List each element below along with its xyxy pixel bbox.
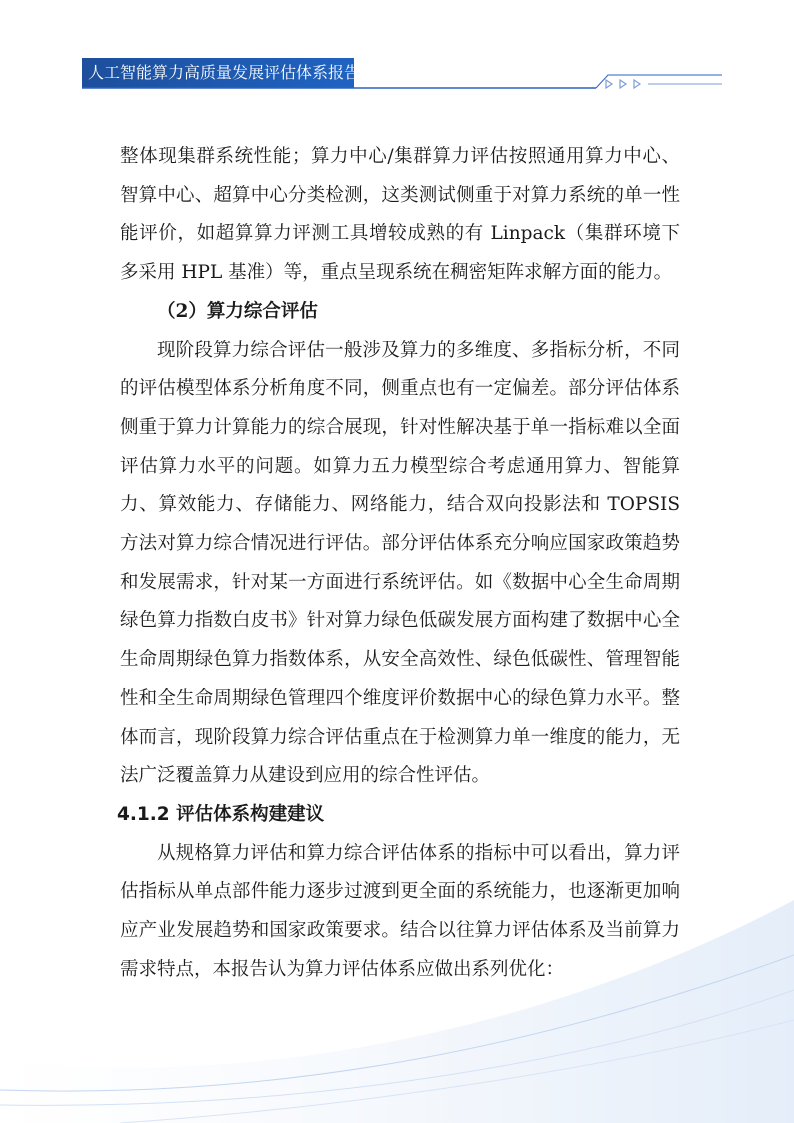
paragraph-3: 从规格算力评估和算力综合评估体系的指标中可以看出，算力评估指标从单点部件能力逐步过渡到更全面的系统能力，也逐渐更加响应产业发展趋势和国家政策要求。结合以往算力评估体系及当前算力需求特点，本报告认为算力评估体系应做出系列优化：: [120, 842, 680, 980]
paragraph-1: 整体现集群系统性能；算力中心/集群算力评估按照通用算力中心、智算中心、超算中心分类检测，这类测试侧重于对算力系统的单一性能评价，如超算算力评测工具增较成熟的有 Linpack（集群环境下多采用 HPL 基准）等，重点呈现系统在稠密矩阵求解方面的能力。: [120, 146, 680, 284]
chevron-arrows-icon: [606, 80, 640, 88]
header-decoration: [82, 70, 722, 94]
subsection-heading: （2）算力综合评估: [157, 300, 318, 322]
background-wave-decoration: [0, 860, 794, 1123]
section-heading: 4.1.2 评估体系构建建议: [117, 803, 325, 825]
paragraph-2: 现阶段算力综合评估一般涉及算力的多维度、多指标分析，不同的评估模型体系分析角度不同，侧重点也有一定偏差。部分评估体系侧重于算力计算能力的综合展现，针对性解决基于单一指标难以全面评估算力水平的问题。如算力五力模型综合考虑通用算力、智能算力、算效能力、存储能力、网络能力，结合双向投影法和 TOPSIS 方法对算力综合情况进行评估。部分评估体系充分响应国家政策趋势和发展需求，针对某一方面进行系统评估。如《数据中心全生命周期绿色算力指数白皮书》针对算力绿色低碳发展方面构建了数据中心全生命周期绿色算力指数体系，从安全高效性、绿色低碳性、管理智能性和全生命周期绿色管理四个维度评价数据中心的绿色算力水平。整体而言，现阶段算力综合评估重点在于检测算力单一维度的能力，无法广泛覆盖算力从建设到应用的综合性评估。: [120, 339, 680, 787]
header-title: 人工智能算力高质量发展评估体系报告: [88, 63, 361, 82]
